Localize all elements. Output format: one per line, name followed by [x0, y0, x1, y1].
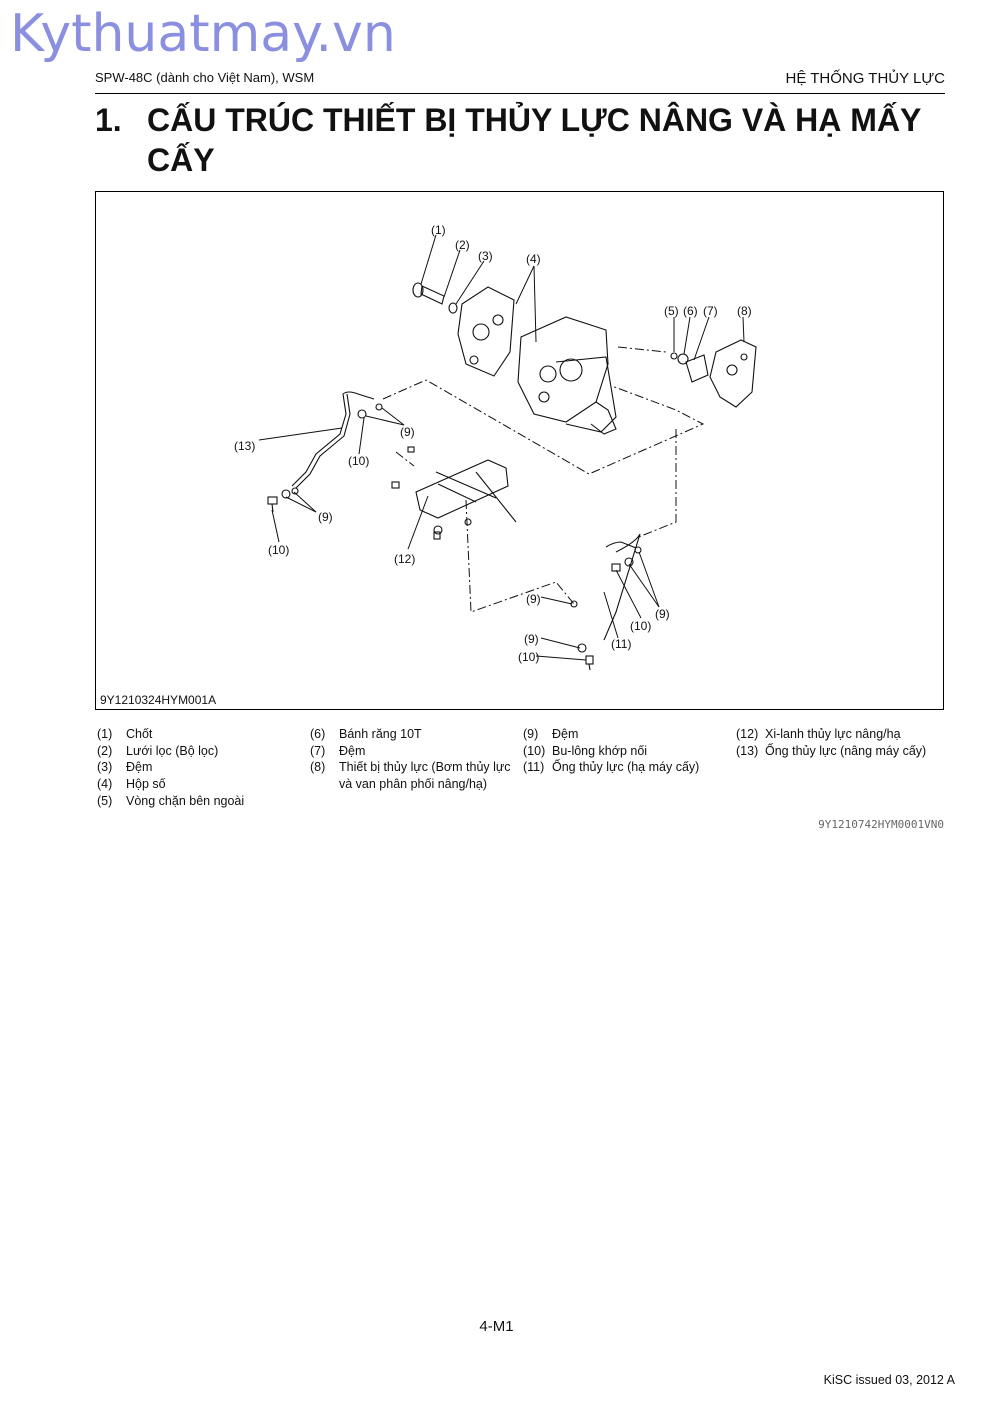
callout-13: (13): [234, 439, 256, 453]
legend-item: (7) Đệm: [310, 743, 366, 758]
legend-item: (9) Đệm: [523, 727, 579, 741]
callout-5: (5): [664, 304, 679, 318]
legend-column-1: [97, 726, 302, 810]
callout-6: (6): [683, 304, 698, 318]
callout-9e: (9): [655, 607, 670, 621]
document-id: 9Y1210742HYM0001VN0: [818, 818, 944, 831]
callout-12: (12): [394, 552, 416, 566]
strainer-part: [421, 286, 444, 304]
legend-item: (8) Thiết bị thủy lực (Bơm thủy lực và van phân phối nâng/hạ): [310, 760, 511, 792]
legend-item: (13) Ống thủy lực (nâng máy cấy): [736, 743, 927, 758]
legend-item: (3) Đệm: [97, 760, 153, 775]
exploded-diagram: [95, 191, 944, 710]
legend-item: (10) Bu-lông khớp nối: [523, 743, 648, 758]
legend-item: (12) Xi-lanh thủy lực nâng/hạ: [736, 727, 901, 741]
title-text: CẤU TRÚC THIẾT BỊ THỦY LỰC NÂNG VÀ HẠ MẤY CẤY: [147, 102, 921, 178]
legend-column-4: [736, 726, 951, 759]
legend-item: (11) Ống thủy lực (hạ máy cấy): [523, 760, 700, 775]
legend-item: (6) Bánh răng 10T: [310, 727, 422, 741]
callout-10a: (10): [348, 454, 370, 468]
hydraulic-unit-part: [710, 340, 756, 407]
legend-item: (1) Chốt: [97, 727, 153, 741]
legend-column-3: [523, 726, 733, 776]
page-title: [95, 100, 955, 180]
cover-plate-part: [458, 287, 514, 376]
callout-3: (3): [478, 249, 493, 263]
callout-1: (1): [431, 223, 446, 237]
header-section: HỆ THỐNG THỦY LỰC: [785, 70, 945, 87]
gasket-plate-part: [686, 355, 708, 382]
callout-9a: (9): [400, 425, 415, 439]
lift-cylinder-part: [416, 460, 508, 518]
legend-column-2: [310, 726, 520, 793]
watermark-logo: Kythuatmay.vn: [10, 4, 396, 64]
page-number: 4-M1: [479, 1318, 514, 1335]
callout-2: (2): [455, 238, 470, 252]
callout-10c: (10): [518, 650, 540, 664]
callout-7: (7): [703, 304, 718, 318]
transmission-case-part: [518, 317, 608, 422]
issue-note: KiSC issued 03, 2012 A: [823, 1373, 955, 1387]
callout-9d: (9): [524, 632, 539, 646]
figure-code: 9Y1210324HYM001A: [100, 693, 217, 707]
callout-10b: (10): [268, 543, 290, 557]
legend-item: (4) Hộp số: [97, 777, 166, 792]
callout-8: (8): [737, 304, 752, 318]
callout-9b: (9): [318, 510, 333, 524]
callout-10d: (10): [630, 619, 652, 633]
diagram-drawing: [96, 192, 945, 711]
callout-11: (11): [611, 637, 632, 651]
callout-9c: (9): [526, 592, 541, 606]
header-rule: [95, 93, 945, 94]
legend-item: (2) Lưới lọc (Bộ lọc): [97, 743, 219, 758]
gasket-part: [449, 303, 457, 313]
lift-pipe-part: [292, 394, 346, 486]
legend-item: (5) Vòng chặn bên ngoài: [97, 793, 245, 808]
callout-4: (4): [526, 252, 541, 266]
title-number: 1.: [95, 102, 122, 138]
header-model: SPW-48C (dành cho Việt Nam), WSM: [95, 70, 315, 85]
